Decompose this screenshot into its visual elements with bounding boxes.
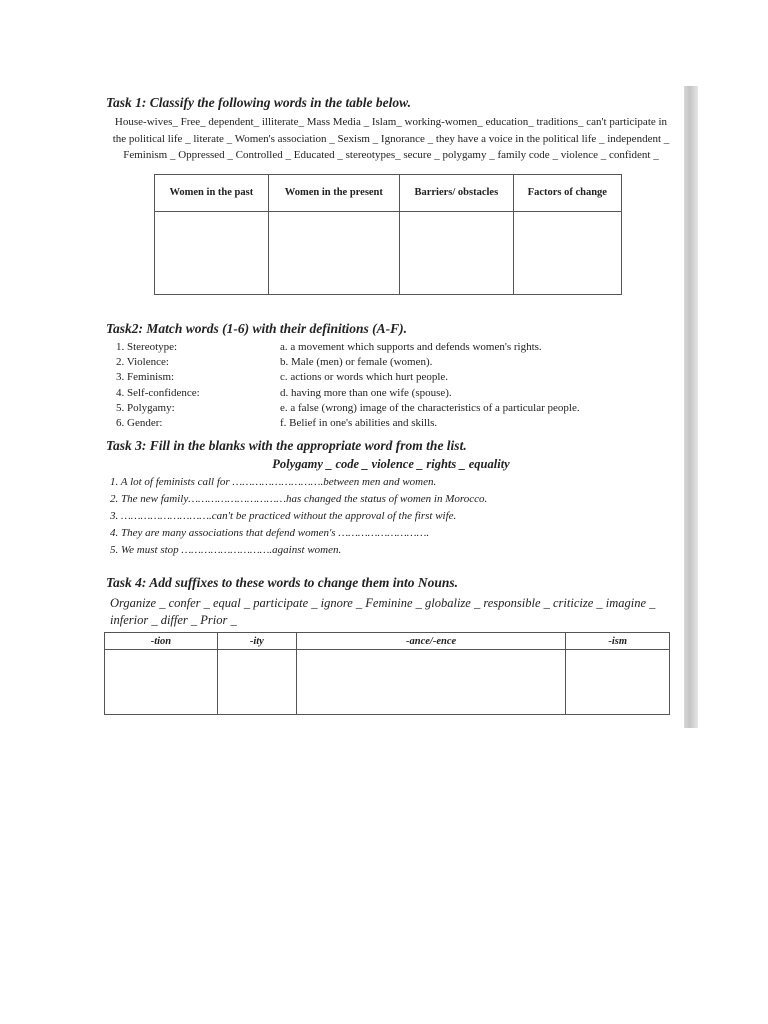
task3-section [106, 437, 676, 559]
match-word: 6. Gender: [116, 417, 163, 430]
task4-cell-tion [105, 650, 218, 715]
match-definition: f. Belief in one's abilities and skills. [280, 417, 438, 430]
match-definition: a. a movement which supports and defends women's rights. [280, 341, 542, 353]
match-row [116, 370, 676, 385]
match-word: 3. Feminism: [116, 371, 175, 384]
task1-cell-factors [513, 211, 621, 294]
task1-cell-present [268, 211, 399, 294]
task1-cell-past [155, 211, 269, 294]
match-row [116, 386, 676, 401]
task1-title: Task 1: Classify the following words in the table below. [106, 95, 412, 110]
fill-blank-sentence: 5. We must stop ……………………….against women. [110, 544, 342, 556]
match-word: 1. Stereotype: [116, 341, 178, 353]
match-definition: e. a false (wrong) image of the characteristics of a particular people. [280, 401, 580, 414]
task2-section [106, 320, 676, 431]
task4-title: Task 4: Add suffixes to these words to change them into Nouns. [106, 575, 459, 590]
task4-word-list: Organize _ confer _ equal _ participate _ ignore _ Feminine _ globalize _ responsible _ criticize _ imagine _ inferior _ differ _ Prior _ [110, 596, 656, 627]
task4-header-ance-ence: -ance/-ence [296, 633, 565, 650]
task1-word-list: House-wives_ Free_ dependent_ illiterate_ Mass Media _ Islam_ working-women_ education_ traditions_ can't participate in the political life _ literate _ Women's association _ Sexism _ Ignorance _ they have a voice in the political life _ independent _ Feminism _ Oppressed _ Controlled _ Educated _ stereotypes_ secure _ polygamy _ family code _ violence _ confident _ [112, 116, 670, 161]
task3-title: Task 3: Fill in the blanks with the appropriate word from the list. [106, 438, 467, 453]
task1-cell-barriers [400, 211, 514, 294]
fill-blank-sentence: 4. They are many associations that defend women's ………………………. [110, 527, 430, 539]
task1-header-past: Women in the past [155, 174, 269, 211]
match-word: 5. Polygamy: [116, 401, 175, 414]
worksheet-content [106, 94, 676, 647]
task2-match-list [116, 340, 676, 431]
task2-title: Task2: Match words (1-6) with their definitions (A-F). [106, 321, 408, 336]
page-edge-shadow [684, 86, 698, 728]
task4-cell-ity [217, 650, 296, 715]
task3-word-choices: Polygamy _ code _ violence _ rights _ equality [272, 457, 510, 471]
task4-cell-ance-ence [296, 650, 565, 715]
task4-suffix-table [104, 632, 670, 715]
match-definition: b. Male (men) or female (women). [280, 356, 433, 369]
task1-header-barriers: Barriers/ obstacles [400, 174, 514, 211]
task4-header-ity: -ity [217, 633, 296, 650]
task4-cell-ism [566, 650, 670, 715]
match-definition: c. actions or words which hurt people. [280, 371, 449, 384]
fill-blank-sentence: 2. The new family…………………………has changed the status of women in Morocco. [110, 493, 488, 505]
match-row [116, 340, 676, 355]
match-row [116, 416, 676, 431]
task4-header-ism: -ism [566, 633, 670, 650]
task3-sentences [110, 474, 676, 559]
fill-blank-sentence: 1. A lot of feminists call for ……………………….between men and women. [110, 476, 437, 488]
task1-header-present: Women in the present [268, 174, 399, 211]
task4-section [106, 574, 676, 715]
match-row [116, 401, 676, 416]
fill-blank-sentence: 3. ……………………….can't be practiced without the approval of the first wife. [110, 510, 457, 522]
match-word: 4. Self-confidence: [116, 386, 200, 399]
match-definition: d. having more than one wife (spouse). [280, 386, 452, 399]
match-word: 2. Violence: [116, 356, 169, 369]
match-row [116, 355, 676, 370]
task1-classification-table [154, 174, 622, 295]
task4-header-tion: -tion [105, 633, 218, 650]
task1-header-factors: Factors of change [513, 174, 621, 211]
